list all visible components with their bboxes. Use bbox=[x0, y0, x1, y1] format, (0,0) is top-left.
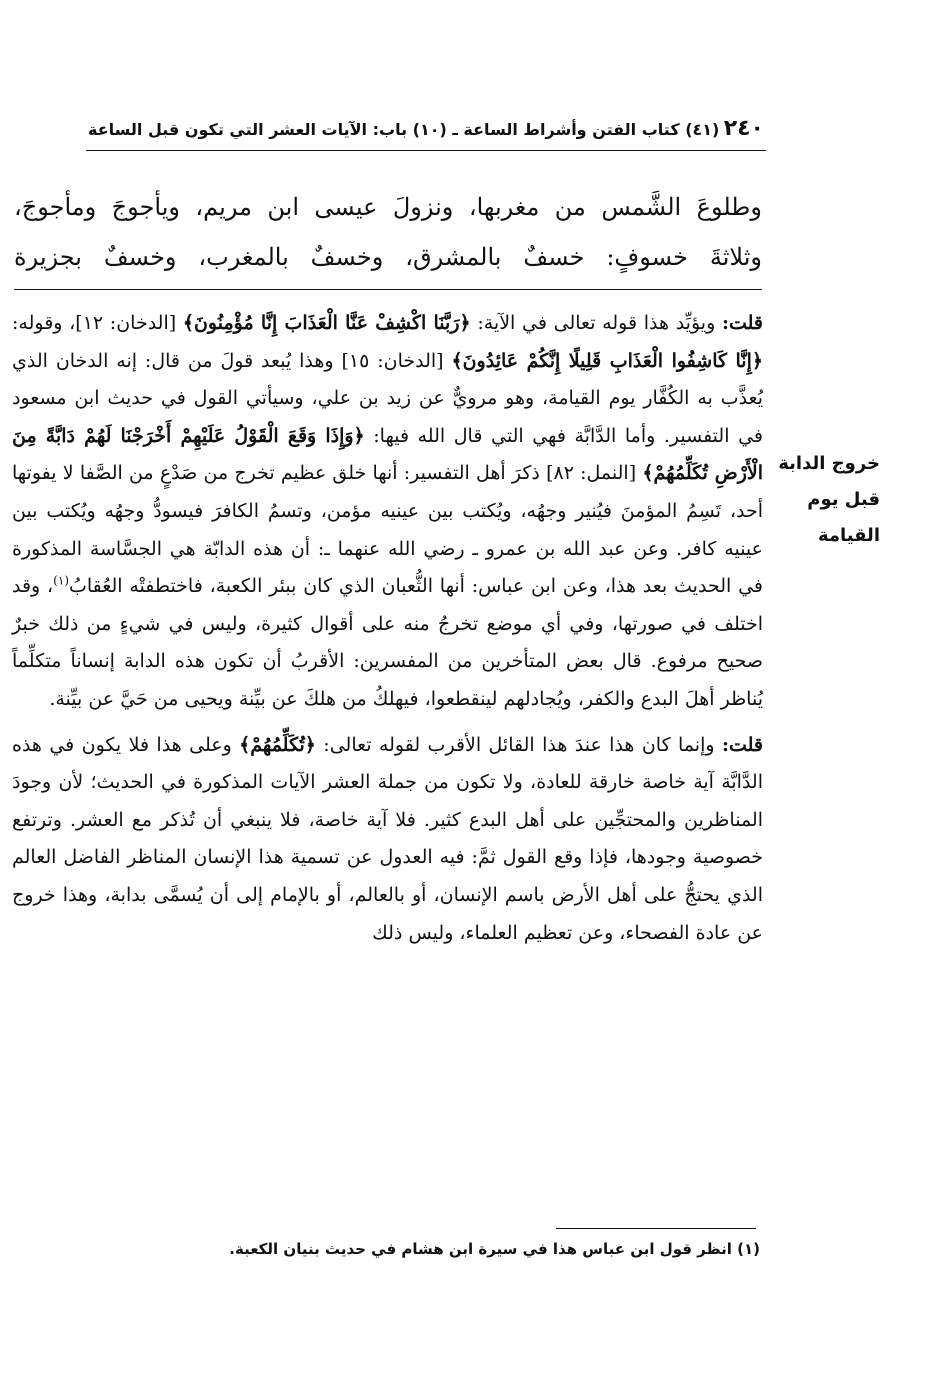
commentary-text: ويؤيِّد هذا قوله تعالى في الآية: bbox=[470, 312, 722, 334]
commentary-paragraph bbox=[12, 305, 763, 719]
quran-verse: ﴿تُكَلِّمُهُمْ﴾ bbox=[239, 733, 316, 756]
quran-verse: ﴿رَبَّنَا اكْشِفْ عَنَّا الْعَذَابَ إِنَّا مُؤْمِنُونَ﴾ bbox=[182, 312, 471, 334]
footnote-rule bbox=[556, 1228, 756, 1229]
commentary-text: [الدخان: ١٢]، وقوله: bbox=[12, 312, 183, 334]
commentary-text: [الدخان: ١٥] وهذا يُبعد قولَ من قال: إنه الدخان الذي يُعذَّب به الكُفَّار يوم القيامة، وهو مرويٌّ عن زيد بن علي، وسيأتي القول في حديث ابن مسعود في التفسير. وأما الدَّابَّة فهي التي قال الله فيها: bbox=[12, 349, 763, 447]
qult-label: قلت: bbox=[721, 733, 764, 756]
footnote: (١) انظر قول ابن عباس هذا في سيرة ابن هشام في حديث بنيان الكعبة. bbox=[229, 1240, 760, 1258]
commentary-text: ، وقد اختلف في صورتها، وفي أي موضع تخرجُ منه على أقوال كثيرة، وليس في شيءٍ من ذلك خبرٌ صحيح مرفوع. قال بعض المتأخرين من المفسرين: الأقربُ أن تكون هذه الدابة إنساناً متكلِّماً يُناظر أهلَ البدع والكفر، ويُجادلهم لينقطعوا، فيهلكُ من هلكَ عن بيِّنة ويحيى من حَيَّ عن بيِّنة. bbox=[12, 575, 763, 710]
hadith-text-block bbox=[14, 182, 762, 282]
section-divider bbox=[14, 289, 762, 290]
paragraph-gap bbox=[12, 719, 763, 727]
commentary-text: وعلى هذا فلا يكون في هذه الدَّابَّة آية خاصة خارقة للعادة، ولا تكون من جملة العشر الآيات المذكورة في الحديث؛ لأن وجودَ المناظرين والمحتجِّين على أهل البدع كثير. فلا آية خاصة، فلا ينبغي أن تُذكر مع العشر. وترتفع خصوصية وجودها، فإذا وقع القول ثمَّ: فيه العدول عن تسمية هذا الإنسان المناظر الفاضل العالم الذي يحتجُّ على أهل الأرض باسم الإنسان، أو بالعالم، أو بالإمام إلى أن يُسمَّى بدابة، وهذا خروج عن عادة الفصحاء، وعن تعظيم العلماء، وليس ذلك bbox=[12, 733, 763, 944]
quran-verse: ﴿إِنَّا كَاشِفُوا الْعَذَابِ قَلِيلًا إِنَّكُمْ عَائِدُونَ﴾ bbox=[451, 349, 763, 372]
margin-note: خروج الدابة قبل يوم القيامة bbox=[778, 453, 880, 546]
running-title: (٤١) كتاب الفتن وأشراط الساعة ـ (١٠) باب: الآيات العشر التي تكون قبل الساعة bbox=[88, 120, 720, 139]
footnote-reference: (١) bbox=[53, 573, 69, 588]
quran-verse: ﴿وَإِذَا وَقَعَ الْقَوْلُ عَلَيْهِمْ أَخْرَجْنَا لَهُمْ دَابَّةً مِنَ الْأَرْضِ تُكَلِّمُهُمْ﴾ bbox=[12, 424, 763, 485]
hadith-text-line: وثلاثةَ خسوفٍ: خسفٌ بالمشرق، وخسفٌ بالمغرب، وخسفٌ بجزيرة bbox=[14, 243, 762, 271]
hadith-text-line: وطلوعَ الشَّمس من مغربها، ونزولَ عيسى ابن مريم، ويأجوجَ ومأجوجَ، bbox=[14, 193, 762, 221]
header-rule bbox=[86, 150, 766, 151]
qult-label: قلت: bbox=[721, 312, 763, 334]
commentary-text: وإنما كان هذا عندَ هذا القائل الأقرب لقوله تعالى: bbox=[315, 733, 722, 756]
commentary-text: [النمل: ٨٢] ذكرَ أهل التفسير: أنها خلق عظيم تخرج من صَدْعٍ من الصَّفا لا يفوتها أحد، تَسِمُ المؤمنَ فيُنير وجهُه، ويُكتب بين عينيه مؤمن، وتسمُ الكافرَ فيسودُّ وجهُه ويُكتب بين عينيه كافر. وعن عبد الله بن عمرو ـ رضي الله عنهما ـ: أن هذه الدابّة هي الجسَّاسة المذكورة في الحديث بعد هذا، وعن ابن عباس: أنها الثُّعبان الذي كان ببئر الكعبة، فاختطفتْه العُقابُ bbox=[12, 462, 763, 598]
commentary-block bbox=[12, 305, 763, 952]
page-header bbox=[88, 116, 764, 148]
page-number: ٢٤٠ bbox=[723, 116, 764, 141]
commentary-paragraph bbox=[12, 727, 763, 953]
